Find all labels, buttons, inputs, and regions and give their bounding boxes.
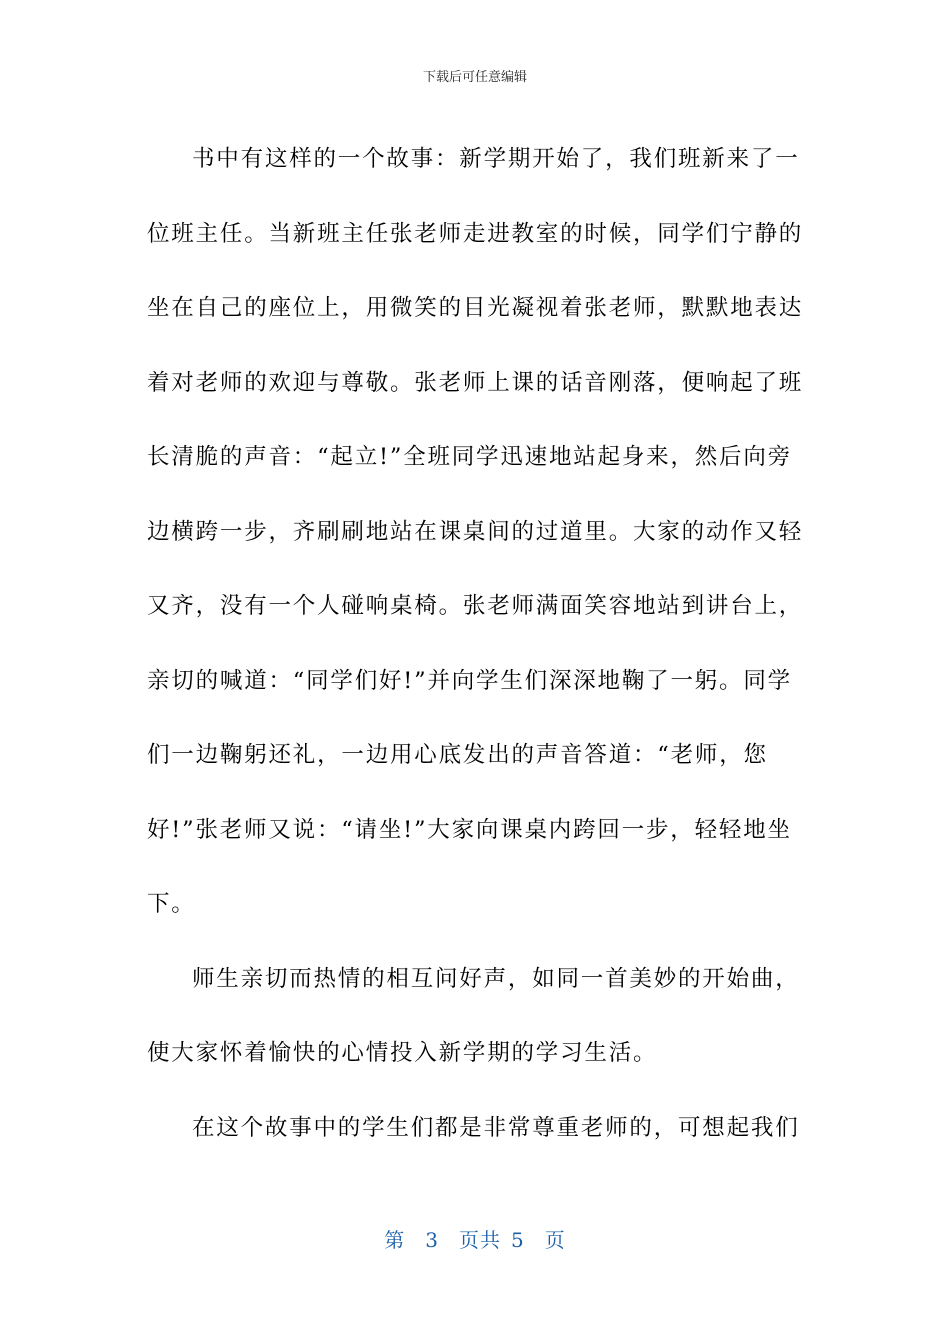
footer-current-page: 3	[425, 1228, 439, 1252]
page-header-note: 下载后可任意编辑	[422, 70, 527, 85]
paragraph-reflection: 在这个故事中的学生们都是非常尊重老师的，可想起我们	[192, 1114, 800, 1141]
footer-total-pages: 5	[511, 1228, 525, 1252]
paragraph-greeting: 师生亲切而热情的相互问好声，如同一首美妙的开始曲，使大家怀着愉快的心情投入新学期的学习生活。	[147, 965, 800, 1066]
footer-prefix: 第	[384, 1228, 406, 1252]
paragraph-story: 书中有这样的一个故事：新学期开始了，我们班新来了一位班主任。当新班主任张老师走进教室的时候，同学们宁静的坐在自己的座位上，用微笑的目光凝视着张老师，默默地表达着对老师的欢迎与尊敬。张老师上课的话音刚落，便响起了班长清脆的声音：“起立!”全班同学迅速地站起身来，然后向旁边横跨一步，齐刷刷地站在课桌间的过道里。大家的动作又轻又齐，没有一个人碰响桌椅。张老师满面笑容地站到讲台上，亲切的喊道：“同学们好!”并向学生们深深地鞠了一躬。同学们一边鞠躬还礼，一边用心底发出的声音答道：“老师，您好!”张老师又说：“请坐!”大家向课桌内跨回一步，轻轻地坐下。	[147, 146, 804, 917]
footer-suffix: 页	[544, 1228, 566, 1252]
footer-middle: 页共	[459, 1228, 501, 1252]
page-footer	[0, 1224, 950, 1253]
document-body	[147, 122, 807, 1165]
